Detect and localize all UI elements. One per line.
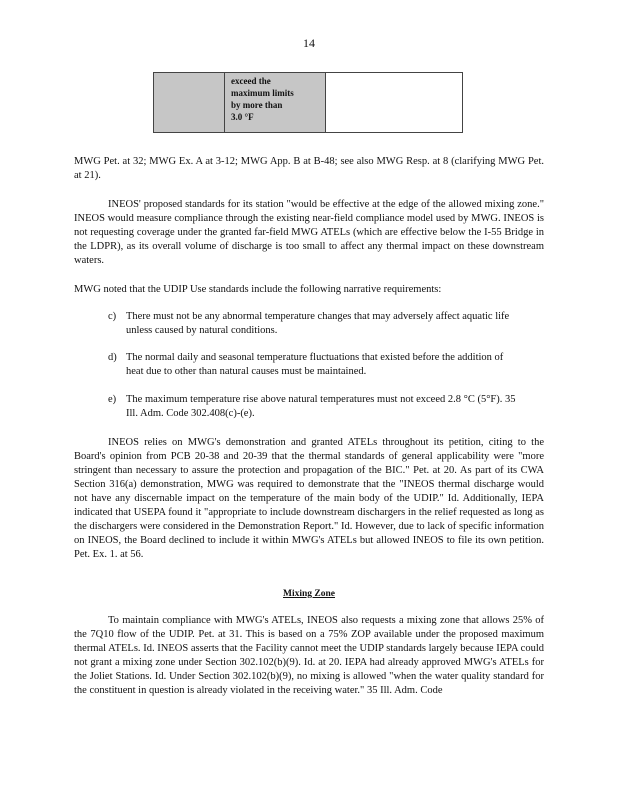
table-cell-empty bbox=[326, 73, 462, 132]
section-heading bbox=[0, 589, 618, 599]
table-cell-text bbox=[225, 73, 326, 132]
paragraph-mixing-zone: To maintain compliance with MWG's ATELs, INEOS also requests a mixing zone that allows 25% of the 7Q10 flow of the UDIP. Pet. at 31. This is based on a 75% ZOP available under the proposed maximum thermal ATELs. Id. INEOS asserts that the Facility cannot meet the UDIP standards largely because IEPA could not grant a mixing zone under Section 302.102(b)(9). Id. at 20. IEPA had already approved MWG's ATELs for the Joliet Stations. Id. Under Section 302.102(b)(9), no mixing is allowed "when the water quality standard for the constituent in question is already violated in the receiving water." 35 Ill. Adm. Code bbox=[74, 615, 544, 696]
list-item-text: The normal daily and seasonal temperature fluctuations that existed before the addition of heat due to other than natural causes must be maintained. bbox=[126, 352, 504, 377]
list-item-text: There must not be any abnormal temperature changes that may adversely affect aquatic life unless caused by natural conditions. bbox=[126, 311, 510, 336]
list-item-text: The maximum temperature rise above natural temperatures must not exceed 2.8 °C (5°F). 35 Ill. Adm. Code 302.408(c)-(e). bbox=[126, 394, 516, 419]
paragraph-narrative-intro: MWG noted that the UDIP Use standards include the following narrative requirements: bbox=[74, 284, 442, 295]
list-item-label: e) bbox=[108, 394, 117, 405]
list-item bbox=[108, 351, 518, 379]
paragraph-ineos-standards: INEOS' proposed standards for its station "would be effective at the edge of the allowed mixing zone." INEOS would measure compliance through the existing near-field compliance model used by MWG. INEOS is not requesting coverage under the granted far-field MWG ATELs (which are effective below the I-55 Bridge in the LDPR), as its overall volume of discharge is too small to affect any thermal impact on these downstream waters. bbox=[74, 199, 544, 266]
list-item bbox=[108, 310, 518, 338]
list-item-label: c) bbox=[108, 311, 117, 322]
paragraph-ineos-relies: INEOS relies on MWG's demonstration and granted ATELs throughout its petition, citing to the Board's opinion from PCB 20-38 and 20-39 that the thermal standards of general applicability were "more stringent than necessary to assure the protection and propagation of the BIC." Pet. at 20. As part of its CWA Section 316(a) demonstration, MWG was required to demonstrate that the "INEOS thermal discharge would not have any discernable impact on the temperature of the main body of the UDIP." Id. Additionally, IEPA indicated that USEPA found it "appropriate to include downstream dischargers in the relief requested as long as the dischargers were considered in the Demonstration Report." Id. However, due to lack of specific information on INEOS, the Board declined to include it within MWG's ATELs but allowed INEOS to file its own petition. Pet. Ex. 1. at 56. bbox=[74, 437, 544, 560]
page-number: 14 bbox=[303, 36, 315, 50]
table-fragment bbox=[153, 72, 463, 133]
list-item-label: d) bbox=[108, 352, 117, 363]
list-item bbox=[108, 393, 518, 421]
section-heading-text: Mixing Zone bbox=[283, 589, 335, 599]
paragraph-citation: MWG Pet. at 32; MWG Ex. A at 3-12; MWG App. B at B-48; see also MWG Resp. at 8 (clarifying MWG Pet. at 21). bbox=[74, 156, 544, 181]
table-cell-shaded bbox=[154, 73, 225, 132]
table-cell-value: exceed the maximum limits by more than 3.0 °F bbox=[231, 76, 294, 122]
